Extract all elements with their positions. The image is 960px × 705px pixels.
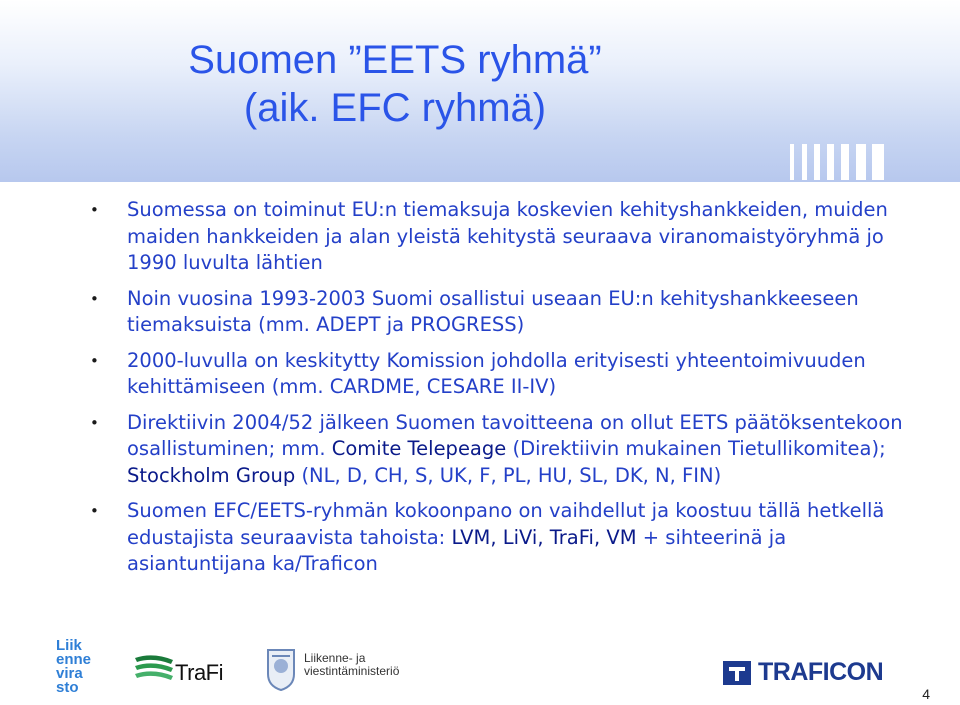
- bullet-list: [90, 197, 930, 578]
- bullet-text: [127, 197, 930, 277]
- bullet-text: [127, 286, 930, 339]
- traficon-wordmark: TRAFICON: [758, 658, 884, 686]
- page-number: 4: [922, 686, 930, 702]
- decorative-stripes: [790, 144, 890, 180]
- bullet-item: [90, 348, 930, 401]
- title-line-2: (aik. EFC ryhmä): [243, 86, 547, 130]
- bullet-dot-icon: •: [90, 351, 99, 370]
- bullet-segment: + sihteerinä ja asiantuntijana ka/Traficon: [127, 525, 787, 575]
- bullet-dot-icon: •: [90, 413, 99, 432]
- bullet-text: [127, 348, 930, 401]
- slide-title: [150, 36, 640, 132]
- bullet-emphasis: Stockholm Group: [127, 463, 296, 487]
- trafi-logo: [133, 650, 233, 690]
- footer-logos: [0, 632, 960, 705]
- trafi-wordmark: TraFi: [175, 660, 224, 685]
- bullet-emphasis: Comite Telepeage: [331, 437, 507, 460]
- bullet-emphasis: LVM, LiVi, TraFi, VM: [451, 525, 637, 549]
- bullet-segment: Suomessa on toiminut EU:n tiemaksuja koskevien kehityshankkeiden, muiden maiden hankkeiden ja alan yleistä kehitystä seuraava viranomaistyöryhmä jo 1990 luvulta lähtien: [127, 198, 888, 274]
- lvm-logo: [262, 646, 402, 692]
- bullet-segment: (NL, D, CH, S, UK, F, PL, HU, SL, DK, N, FIN): [295, 463, 722, 487]
- bullet-item: [90, 197, 930, 277]
- trafi-swoosh-icon: [133, 650, 175, 690]
- bullet-segment: 2000-luvulla on keskitytty Komission johdolla erityisesti yhteentoimivuuden kehittämiseen (mm. CARDME, CESARE II-IV): [127, 348, 866, 398]
- traficon-mark-icon: [722, 658, 754, 688]
- bullet-text: [127, 498, 930, 578]
- bullet-segment: Suomen EFC/EETS-ryhmän kokoonpano on vaihdellut ja koostuu tällä hetkellä edustajista seuraavista tahoista:: [127, 499, 885, 549]
- bullet-item: [90, 498, 930, 578]
- bullet-segment: Direktiivin 2004/52 jälkeen Suomen tavoitteena on ollut EETS päätöksentekoon osallistuminen; mm.: [127, 410, 903, 460]
- ministry-seal-icon: [262, 646, 300, 692]
- bullet-item: [90, 286, 930, 339]
- lvm-line-2: viestintäministeriö: [304, 664, 400, 678]
- slide-body: [90, 197, 930, 587]
- lvm-line-1: Liikenne- ja: [304, 651, 366, 665]
- bullet-segment: (Direktiivin mukainen Tietullikomitea);: [506, 437, 886, 460]
- bullet-dot-icon: •: [90, 502, 99, 520]
- bullet-dot-icon: •: [90, 289, 99, 308]
- bullet-segment: Noin vuosina 1993-2003 Suomi osallistui useaan EU:n kehityshankkeeseen tiemaksuista (mm. ADEPT ja PROGRESS): [127, 286, 859, 336]
- bullet-dot-icon: •: [90, 201, 99, 219]
- bullet-item: [90, 410, 930, 490]
- title-line-1: Suomen ”EETS ryhmä”: [188, 38, 602, 82]
- traficon-logo: [722, 658, 882, 688]
- bullet-text: [127, 410, 930, 490]
- liikennevirasto-logo: Liik enne vira sto: [56, 637, 92, 696]
